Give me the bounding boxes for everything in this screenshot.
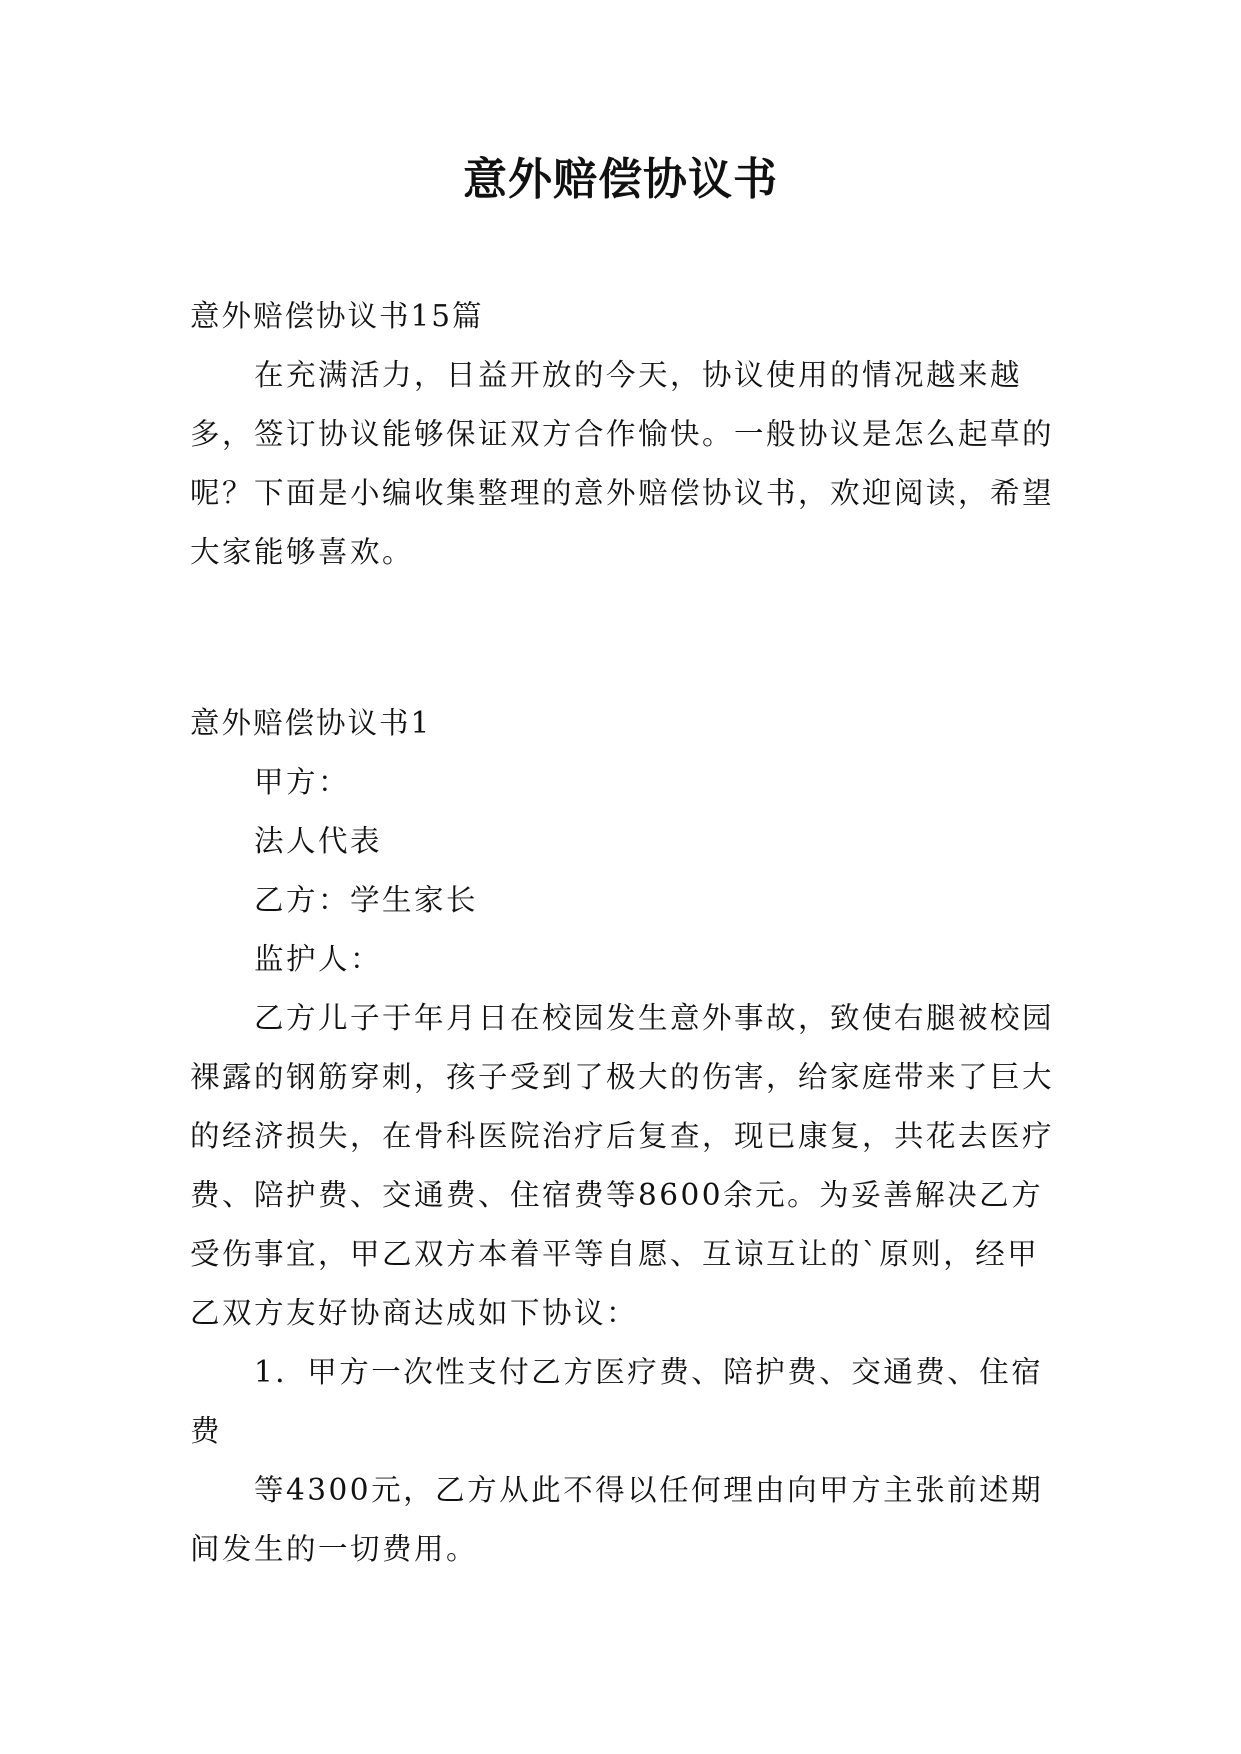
document-title: 意外赔偿协议书: [463, 154, 778, 205]
clause-1-continued: 等4300元，乙方从此不得以任何理由向甲方主张前述期间发生的一切费用。: [190, 1473, 1044, 1566]
clause-1: 1．甲方一次性支付乙方医疗费、陪护费、交通费、住宿费: [190, 1355, 1044, 1448]
guardian-line: 监护人：: [254, 942, 383, 976]
party-b-line: 乙方：学生家长: [254, 883, 479, 917]
collection-subtitle: 意外赔偿协议书15篇: [190, 299, 484, 333]
section-heading: 意外赔偿协议书1: [190, 706, 432, 740]
intro-paragraph: 在充满活力，日益开放的今天，协议使用的情况越来越多，签订协议能够保证双方合作愉快。一般协议是怎么起草的呢？下面是小编收集整理的意外赔偿协议书，欢迎阅读，希望大家能够喜欢。: [190, 358, 1055, 569]
legal-representative-line: 法人代表: [254, 824, 383, 858]
agreement-section: [190, 694, 1060, 1579]
intro-block: [190, 287, 1060, 582]
incident-paragraph: 乙方儿子于年月日在校园发生意外事故，致使右腿被校园裸露的钢筋穿刺，孩子受到了极大的伤害，给家庭带来了巨大的经济损失，在骨科医院治疗后复查，现已康复，共花去医疗费、陪护费、交通费、住宿费等8600余元。为妥善解决乙方受伤事宜，甲乙双方本着平等自愿、互谅互让的`原则，经甲乙双方友好协商达成如下协议：: [190, 1001, 1055, 1330]
party-a-line: 甲方：: [254, 765, 351, 799]
